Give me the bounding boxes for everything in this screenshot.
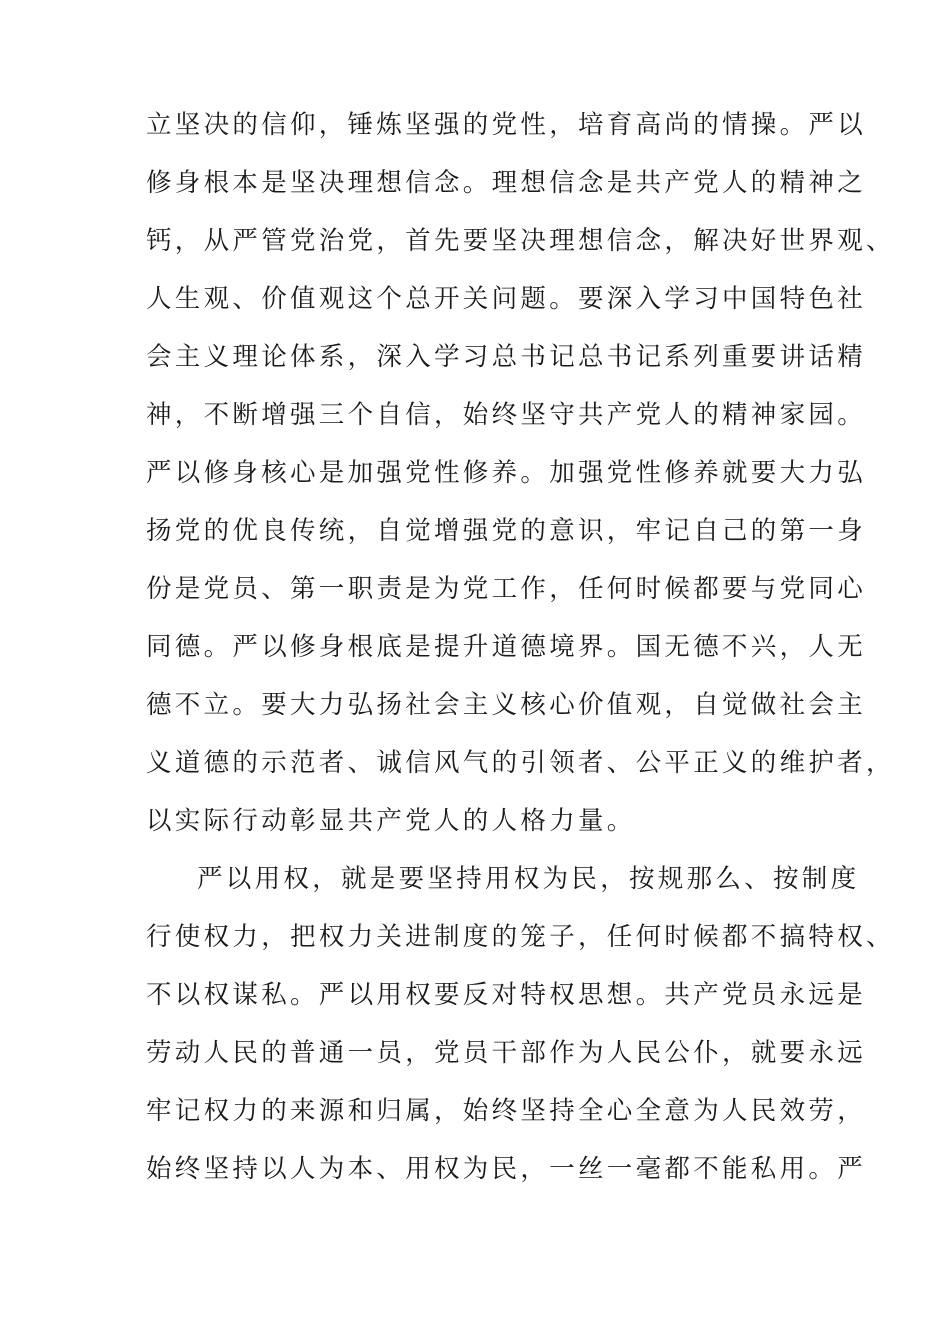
text-line: 立坚决的信仰，锤炼坚强的党性，培育高尚的情操。严以	[146, 110, 867, 140]
text-line: 始终坚持以人为本、用权为民，一丝一毫都不能私用。严	[146, 1154, 867, 1184]
text-line: 扬党的优良传统，自觉增强党的意识，牢记自己的第一身	[146, 516, 867, 546]
text-line: 钙，从严管党治党，首先要坚决理想信念，解决好世界观、	[146, 226, 895, 256]
text-line: 同德。严以修身根底是提升道德境界。国无德不兴，人无	[146, 632, 867, 662]
text-line: 不以权谋私。严以用权要反对特权思想。共产党员永远是	[146, 980, 867, 1010]
text-line: 德不立。要大力弘扬社会主义核心价值观，自觉做社会主	[146, 690, 867, 720]
text-line: 以实际行动彰显共产党人的人格力量。	[146, 806, 636, 836]
text-line: 神，不断增强三个自信，始终坚守共产党人的精神家园。	[146, 400, 867, 430]
text-line: 修身根本是坚决理想信念。理想信念是共产党人的精神之	[146, 168, 867, 198]
text-line: 严以修身核心是加强党性修养。加强党性修养就要大力弘	[146, 458, 867, 488]
text-line: 劳动人民的普通一员，党员干部作为人民公仆，就要永远	[146, 1038, 867, 1068]
text-line: 义道德的示范者、诚信风气的引领者、公平正义的维护者，	[146, 748, 895, 778]
paragraph-first-line: 严以用权，就是要坚持用权为民，按规那么、按制度	[197, 864, 860, 894]
text-line: 行使权力，把权力关进制度的笼子，任何时候都不搞特权、	[146, 922, 895, 952]
text-line: 牢记权力的来源和归属，始终坚持全心全意为人民效劳，	[146, 1096, 867, 1126]
text-line: 会主义理论体系，深入学习总书记总书记系列重要讲话精	[146, 342, 867, 372]
text-line: 人生观、价值观这个总开关问题。要深入学习中国特色社	[146, 284, 867, 314]
text-line: 份是党员、第一职责是为党工作，任何时候都要与党同心	[146, 574, 867, 604]
